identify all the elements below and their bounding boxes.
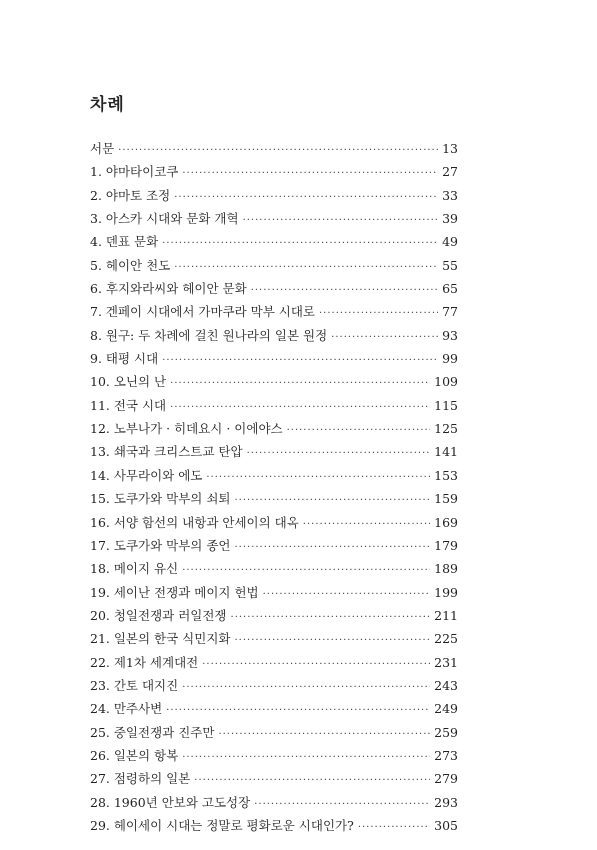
toc-entry-label: 2. 야마토 조정 <box>90 187 171 203</box>
toc-entry-page: 33 <box>442 187 458 203</box>
toc-entry <box>90 534 458 557</box>
toc-entry-label: 28. 1960년 안보와 고도성장 <box>90 794 251 810</box>
toc-entry-label: 24. 만주사변 <box>90 701 163 717</box>
toc-entry <box>90 721 458 744</box>
dot-leader <box>254 793 430 816</box>
toc-entry-page: 141 <box>434 444 458 460</box>
page-title: 차례 <box>90 95 125 115</box>
toc-entry <box>90 581 458 604</box>
toc-entry-page: 211 <box>434 607 458 623</box>
toc-entry-page: 13 <box>442 141 458 156</box>
toc-list <box>90 137 458 837</box>
toc-entry-label: 7. 겐페이 시대에서 가마쿠라 막부 시대로 <box>90 304 315 320</box>
toc-entry-label: 1. 야마타이코쿠 <box>90 164 179 180</box>
toc-entry <box>90 440 458 463</box>
toc-entry <box>90 277 458 300</box>
toc-entry-page: 179 <box>434 537 458 553</box>
dot-leader <box>162 232 438 255</box>
dot-leader <box>251 279 438 302</box>
dot-leader <box>182 162 438 185</box>
toc-entry-page: 93 <box>442 327 458 343</box>
toc-entry-page: 199 <box>434 584 458 600</box>
toc-entry <box>90 791 458 814</box>
toc-entry <box>90 300 458 323</box>
dot-leader <box>247 442 431 465</box>
toc-entry-label: 27. 점령하의 일본 <box>90 771 191 787</box>
toc-entry-label: 11. 전국 시대 <box>90 397 167 413</box>
toc-entry-page: 39 <box>442 211 458 227</box>
dot-leader <box>182 559 430 582</box>
toc-entry <box>90 744 458 767</box>
toc-entry <box>90 417 458 440</box>
toc-entry <box>90 347 458 370</box>
toc-entry-label: 14. 사무라이와 에도 <box>90 467 203 483</box>
toc-entry-page: 115 <box>434 397 458 413</box>
toc-entry <box>90 697 458 720</box>
toc-entry-label: 17. 도쿠가와 막부의 종언 <box>90 537 231 553</box>
toc-entry-page: 55 <box>442 257 458 273</box>
dot-leader <box>194 769 430 792</box>
dot-leader <box>218 723 430 746</box>
toc-entry-label: 13. 쇄국과 크리스트교 탄압 <box>90 444 243 460</box>
toc-entry-page: 77 <box>442 304 458 320</box>
toc-entry-label: 20. 청일전쟁과 러일전쟁 <box>90 607 227 623</box>
toc-entry <box>90 767 458 790</box>
dot-leader <box>303 513 430 536</box>
toc-entry-label: 19. 세이난 전쟁과 메이지 헌법 <box>90 584 259 600</box>
toc-entry <box>90 160 458 183</box>
dot-leader <box>162 349 438 372</box>
toc-entry-page: 279 <box>434 771 458 787</box>
toc-entry-label: 5. 헤이안 천도 <box>90 257 171 273</box>
toc-entry-label: 16. 서양 함선의 내항과 안세이의 대옥 <box>90 514 299 530</box>
toc-entry-label: 26. 일본의 항복 <box>90 747 179 763</box>
toc-entry <box>90 487 458 510</box>
toc-entry <box>90 464 458 487</box>
dot-leader <box>358 816 430 839</box>
dot-leader <box>170 396 430 419</box>
dot-leader <box>174 186 438 209</box>
dot-leader <box>182 676 430 699</box>
dot-leader <box>231 606 431 629</box>
toc-entry <box>90 324 458 347</box>
toc-entry-page: 249 <box>434 701 458 717</box>
toc-entry-page: 189 <box>434 561 458 577</box>
toc-entry <box>90 627 458 650</box>
toc-entry-label: 8. 원구: 두 차례에 걸친 원나라의 일본 원정 <box>90 327 328 343</box>
toc-entry-label: 25. 중일전쟁과 진주만 <box>90 724 215 740</box>
toc-entry-label: 서문 <box>90 141 115 156</box>
toc-entry-label: 9. 태평 시대 <box>90 351 159 367</box>
toc-entry-page: 259 <box>434 724 458 740</box>
toc-entry-page: 49 <box>442 234 458 250</box>
toc-entry-page: 305 <box>434 817 458 833</box>
toc-entry <box>90 651 458 674</box>
toc-entry-page: 231 <box>434 654 458 670</box>
toc-entry <box>90 137 458 160</box>
toc-entry <box>90 814 458 837</box>
toc-entry-page: 27 <box>442 164 458 180</box>
dot-leader <box>206 466 430 489</box>
toc-entry-page: 99 <box>442 351 458 367</box>
dot-leader <box>331 326 438 349</box>
toc-entry-label: 18. 메이지 유신 <box>90 561 179 577</box>
dot-leader <box>182 746 430 769</box>
toc-entry <box>90 557 458 580</box>
toc-entry <box>90 604 458 627</box>
toc-entry-page: 169 <box>434 514 458 530</box>
toc-entry-page: 159 <box>434 491 458 507</box>
toc-entry <box>90 674 458 697</box>
toc-entry-page: 109 <box>434 374 458 390</box>
toc-entry-page: 153 <box>434 467 458 483</box>
toc-entry-label: 29. 헤이세이 시대는 정말로 평화로운 시대인가? <box>90 817 354 833</box>
dot-leader <box>234 489 430 512</box>
toc-entry-label: 10. 오닌의 난 <box>90 374 167 390</box>
dot-leader <box>287 419 431 442</box>
toc-entry-label: 21. 일본의 한국 식민지화 <box>90 631 231 647</box>
dot-leader <box>166 699 430 722</box>
toc-entry-label: 6. 후지와라씨와 헤이안 문화 <box>90 281 247 297</box>
dot-leader <box>170 372 430 395</box>
toc-entry-label: 12. 노부나가 · 히데요시 · 이에야스 <box>90 421 283 437</box>
toc-entry-label: 3. 아스카 시대와 문화 개혁 <box>90 211 239 227</box>
toc-entry-page: 243 <box>434 677 458 693</box>
dot-leader <box>118 139 438 162</box>
dot-leader <box>319 302 438 325</box>
dot-leader <box>234 629 430 652</box>
toc-entry <box>90 184 458 207</box>
toc-entry <box>90 511 458 534</box>
toc-entry-page: 293 <box>434 794 458 810</box>
toc-entry <box>90 254 458 277</box>
toc-entry-page: 65 <box>442 281 458 297</box>
toc-entry <box>90 230 458 253</box>
dot-leader <box>263 583 431 606</box>
dot-leader <box>174 256 438 279</box>
toc-entry-label: 23. 간토 대지진 <box>90 677 179 693</box>
dot-leader <box>202 653 430 676</box>
toc-entry <box>90 207 458 230</box>
toc-entry <box>90 370 458 393</box>
dot-leader <box>234 536 430 559</box>
toc-entry-label: 4. 덴표 문화 <box>90 234 159 250</box>
dot-leader <box>243 209 439 232</box>
toc-entry-page: 225 <box>434 631 458 647</box>
toc-entry-label: 22. 제1차 세계대전 <box>90 654 199 670</box>
toc-entry-page: 273 <box>434 747 458 763</box>
toc-entry <box>90 394 458 417</box>
toc-entry-page: 125 <box>434 421 458 437</box>
toc-entry-label: 15. 도쿠가와 막부의 쇠퇴 <box>90 491 231 507</box>
